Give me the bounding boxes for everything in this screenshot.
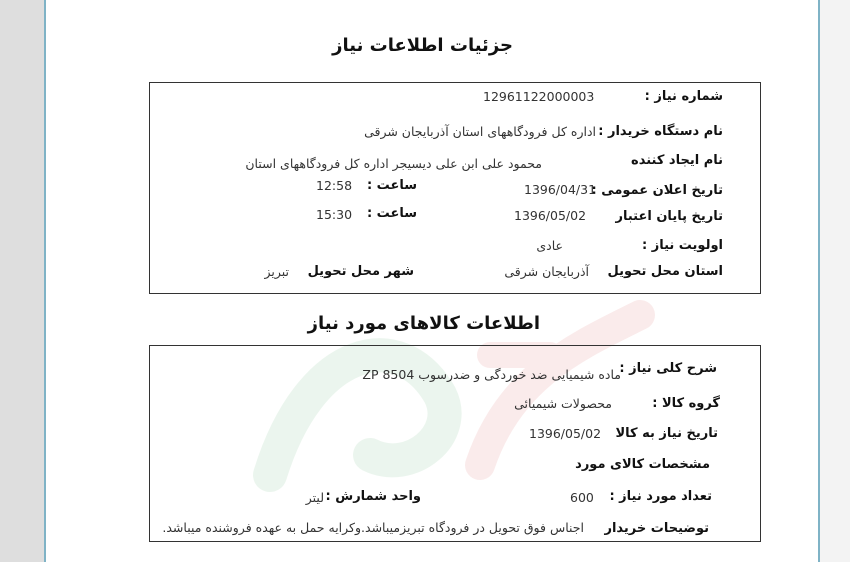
unit-value: لیتر <box>305 490 324 505</box>
expiry-time-label: ساعت : <box>366 206 417 221</box>
need-number-value: 12961122000003 <box>483 89 595 104</box>
quantity-value: 600 <box>570 490 594 505</box>
announce-time-label: ساعت : <box>366 178 417 193</box>
buyer-label: نام دستگاه خریدار : <box>598 124 723 139</box>
buyer-value: اداره کل فرودگاههای استان آذربایجان شرقی <box>364 124 596 139</box>
goods-need-date-label: تاریخ نیاز به کالا <box>615 426 718 441</box>
unit-label: واحد شمارش : <box>325 489 421 504</box>
left-gray-margin <box>0 0 44 562</box>
expiry-date-label: تاریخ پایان اعتبار <box>615 209 723 224</box>
delivery-city-value: تبریز <box>264 264 289 279</box>
buyer-notes-label: توضیحات خریدار <box>604 521 709 536</box>
announce-time-value: 12:58 <box>316 178 353 193</box>
goods-group-value: محصولات شیمیائی <box>514 396 612 411</box>
delivery-province-value: آذربایجان شرقی <box>504 264 589 279</box>
priority-label: اولویت نیاز : <box>641 238 723 253</box>
goods-specs-label: مشخصات کالای مورد <box>575 457 710 472</box>
delivery-city-label: شهر محل تحویل <box>307 264 414 279</box>
general-description-value: ماده شیمیایی ضد خوردگی و ضدرسوب ZP 8504 <box>362 367 621 382</box>
creator-label: نام ایجاد کننده <box>631 153 723 168</box>
goods-group-label: گروه کالا : <box>652 396 720 411</box>
goods-section-title: اطلاعات کالاهای مورد نیاز <box>307 313 540 334</box>
expiry-date-value: 1396/05/02 <box>514 208 587 223</box>
announce-date-label: تاریخ اعلان عمومی : <box>591 183 723 198</box>
expiry-time-value: 15:30 <box>316 207 353 222</box>
right-scroll-margin <box>820 0 850 562</box>
delivery-province-label: استان محل تحویل <box>607 264 723 279</box>
need-number-label: شماره نیاز : <box>644 89 723 104</box>
general-description-label: شرح کلی نیاز : <box>619 361 717 376</box>
announce-date-value: 1396/04/31 <box>524 182 597 197</box>
goods-need-date-value: 1396/05/02 <box>529 426 602 441</box>
left-frame-line <box>44 0 46 562</box>
quantity-label: تعداد مورد نیاز : <box>609 489 712 504</box>
page-title: جزئیات اطلاعات نیاز <box>332 35 513 56</box>
creator-value: محمود علی ابن علی دیسیجر اداره کل فرودگاههای استان <box>245 156 542 171</box>
buyer-notes-value: اجناس فوق تحویل در فرودگاه تبریزمیباشد.وکرایه حمل به عهده فروشنده میباشد. <box>162 520 584 535</box>
priority-value: عادی <box>536 238 563 253</box>
